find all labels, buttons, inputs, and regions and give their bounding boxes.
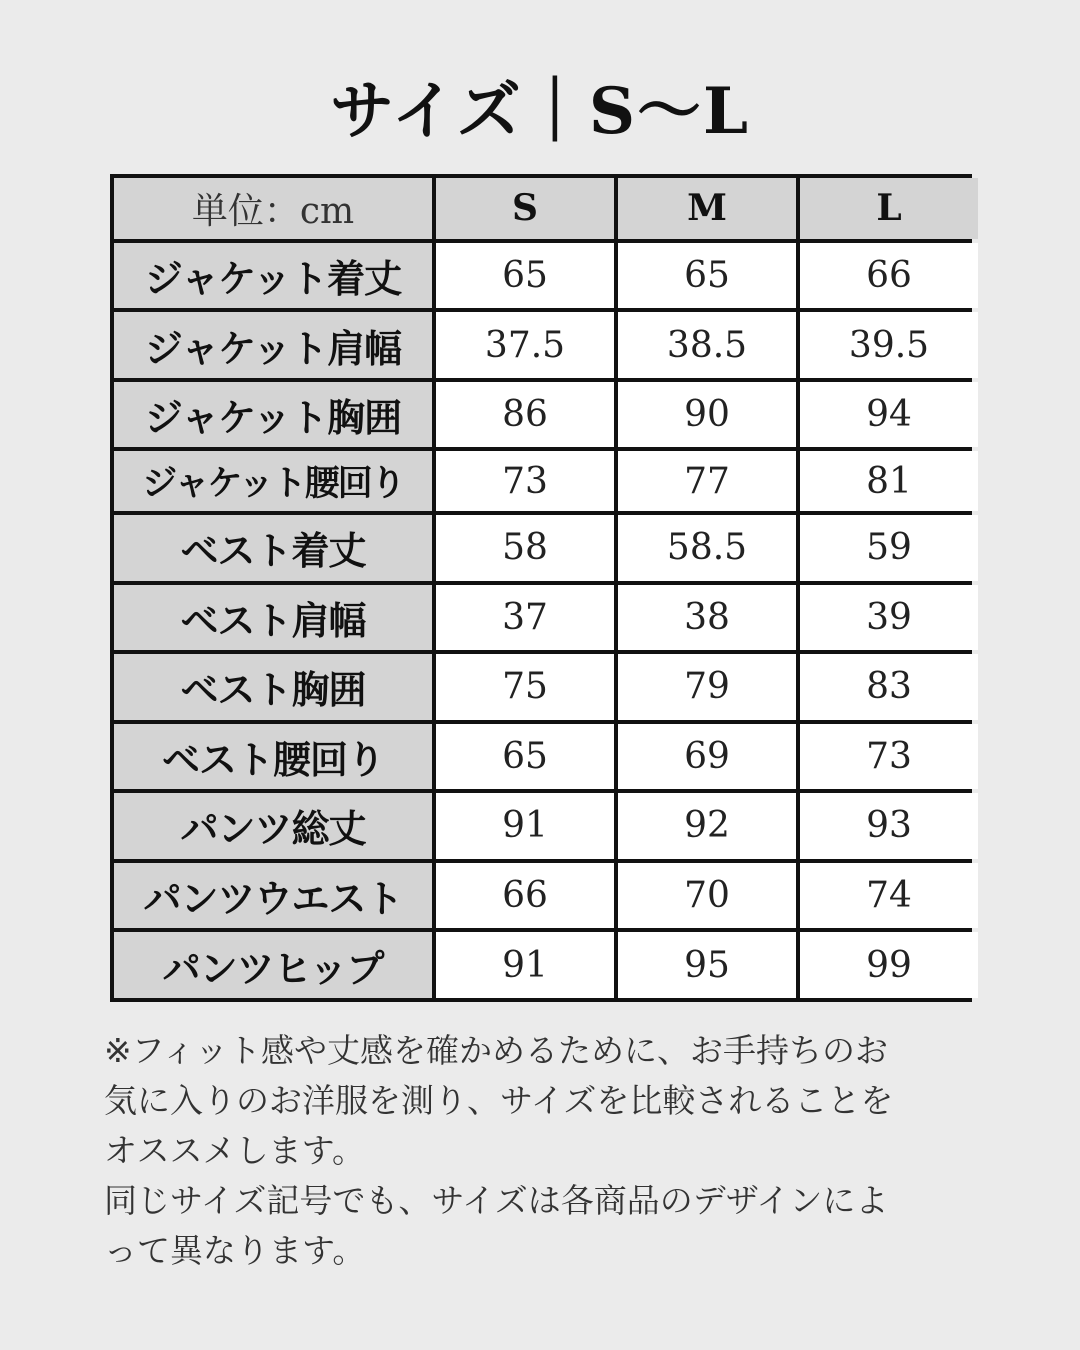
cell-value: 59 — [800, 515, 978, 581]
table-row — [114, 932, 978, 998]
size-header-s: S — [436, 178, 614, 239]
table-row — [114, 382, 978, 448]
size-table-frame — [110, 174, 972, 1002]
table-row — [114, 724, 978, 790]
cell-value: 99 — [800, 932, 978, 998]
note-line: オススメします。 — [104, 1131, 366, 1170]
cell-value: 70 — [618, 863, 796, 929]
row-label: ジャケット腰回り — [114, 451, 432, 511]
page-title: サイズ｜S〜L — [329, 74, 751, 149]
cell-value: 69 — [618, 724, 796, 790]
cell-value: 75 — [436, 654, 614, 720]
cell-value: 73 — [800, 724, 978, 790]
row-label: ジャケット胸囲 — [114, 382, 432, 448]
cell-value: 39 — [800, 585, 978, 651]
table-row — [114, 863, 978, 929]
table-row — [114, 312, 978, 378]
table-row — [114, 515, 978, 581]
row-label: ベスト腰回り — [114, 724, 432, 790]
cell-value: 86 — [436, 382, 614, 448]
cell-value: 95 — [618, 932, 796, 998]
unit-label: 単位：cm — [114, 178, 432, 239]
row-label: ジャケット肩幅 — [114, 312, 432, 378]
size-header-m: M — [618, 178, 796, 239]
cell-value: 38.5 — [618, 312, 796, 378]
row-label: ベスト胸囲 — [114, 654, 432, 720]
row-label: ベスト肩幅 — [114, 585, 432, 651]
cell-value: 79 — [618, 654, 796, 720]
row-label: ジャケット着丈 — [114, 243, 432, 309]
cell-value: 65 — [618, 243, 796, 309]
note-line: 同じサイズ記号でも、サイズは各商品のデザインによ — [104, 1181, 889, 1220]
table-row — [114, 243, 978, 309]
cell-value: 74 — [800, 863, 978, 929]
cell-value: 58.5 — [618, 515, 796, 581]
cell-value: 93 — [800, 793, 978, 859]
note-line: って異なります。 — [104, 1231, 366, 1270]
cell-value: 73 — [436, 451, 614, 511]
cell-value: 92 — [618, 793, 796, 859]
table-row — [114, 585, 978, 651]
table-row — [114, 654, 978, 720]
cell-value: 77 — [618, 451, 796, 511]
cell-value: 39.5 — [800, 312, 978, 378]
cell-value: 37.5 — [436, 312, 614, 378]
note-line: ※フィット感や丈感を確かめるために、お手持ちのお — [104, 1031, 889, 1070]
cell-value: 94 — [800, 382, 978, 448]
cell-value: 81 — [800, 451, 978, 511]
row-label: パンツウエスト — [114, 863, 432, 929]
table-row — [114, 793, 978, 859]
size-header-l: L — [800, 178, 978, 239]
cell-value: 91 — [436, 932, 614, 998]
cell-value: 90 — [618, 382, 796, 448]
cell-value: 65 — [436, 724, 614, 790]
size-table — [110, 174, 982, 1002]
cell-value: 58 — [436, 515, 614, 581]
cell-value: 66 — [436, 863, 614, 929]
cell-value: 91 — [436, 793, 614, 859]
table-header-row — [114, 178, 978, 239]
table-row — [114, 451, 978, 511]
row-label: ベスト着丈 — [114, 515, 432, 581]
note-line: 気に入りのお洋服を測り、サイズを比較されることを — [104, 1081, 894, 1120]
cell-value: 38 — [618, 585, 796, 651]
row-label: パンツヒップ — [114, 932, 432, 998]
cell-value: 65 — [436, 243, 614, 309]
cell-value: 66 — [800, 243, 978, 309]
row-label: パンツ総丈 — [114, 793, 432, 859]
size-note — [104, 1026, 984, 1276]
cell-value: 37 — [436, 585, 614, 651]
cell-value: 83 — [800, 654, 978, 720]
